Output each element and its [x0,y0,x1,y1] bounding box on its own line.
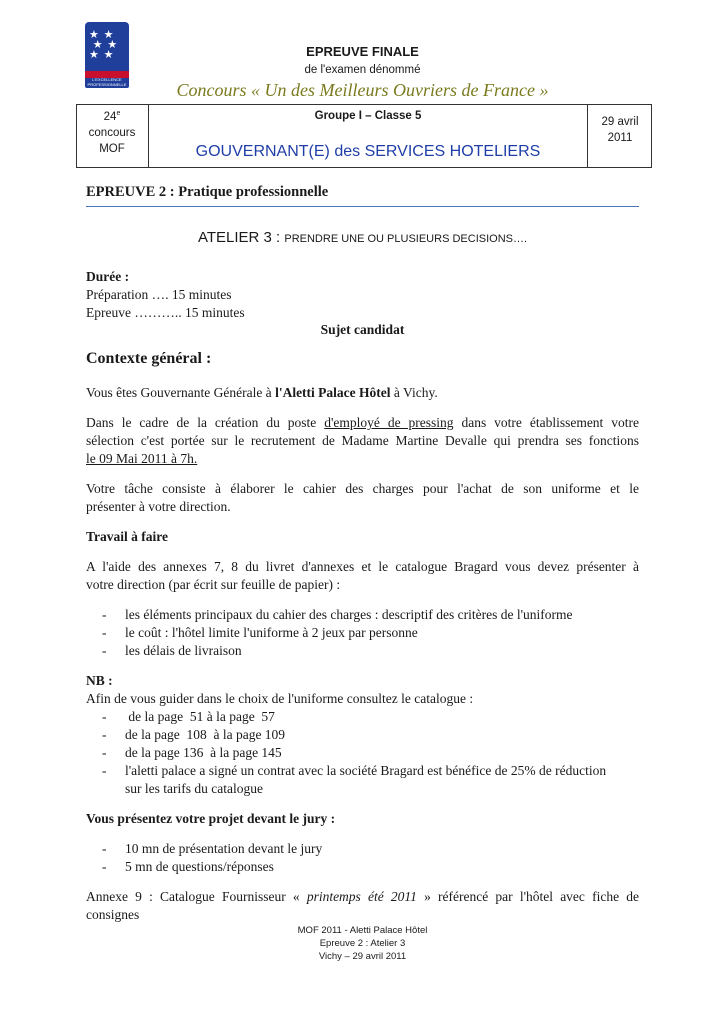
bullet-dash: - [102,709,107,724]
contexte-p3-l1: Votre tâche consiste à élaborer le cahier des charges pour l'achat de son uniforme et le [86,481,639,496]
contexte-p2-l2: sélection c'est portée sur le recrutement de Madame Martine Devalle qui prendra ses fonctions [86,433,639,448]
group-label: Groupe I – Classe 5 [314,110,422,122]
hotel-name: l'Aletti Palace Hôtel [275,385,391,400]
nb-item-continuation: sur les tarifs du catalogue [125,781,263,796]
bullet-dash: - [102,727,107,742]
date-line1: 29 avril [601,116,639,128]
epreuve-time: Epreuve ……….. 15 minutes [86,305,245,320]
jury-item: 10 mn de présentation devant le jury [125,841,323,856]
travail-item: les délais de livraison [125,643,242,658]
travail-item: le coût : l'hôtel limite l'uniforme à 2 jeux par personne [125,625,418,640]
sujet-candidat: Sujet candidat [320,322,405,337]
date-line2: 2011 [607,132,633,144]
logo-text: L'EXCELLENCE PROFESSIONNELLE [87,77,127,87]
contexte-p2-l3 [86,450,639,468]
nb-item: de la page 51 à la page 57 [125,709,275,724]
edition-cell [76,106,148,157]
prep-time: Préparation …. 15 minutes [86,287,232,302]
atelier-heading [0,229,725,246]
bullet-dash: - [102,625,107,640]
nb-item: de la page 108 à la page 109 [125,727,286,742]
nb-label: NB : [86,673,113,688]
contexte-p2-l1 [86,414,639,432]
bullet-dash: - [102,841,107,856]
bullet-dash: - [102,607,107,622]
job-title: GOUVERNANT(E) des SERVICES HOTELIERS [195,143,541,160]
edition-line3: MOF [99,142,125,155]
travail-heading: Travail à faire [86,529,168,544]
bullet-dash: - [102,859,107,874]
edition-sup: e [116,110,121,117]
annexe-text-b: » référencé par l'hôtel avec fiche de [416,889,640,904]
footer-line1: MOF 2011 - Aletti Palace Hôtel [297,925,428,936]
start-date: le 09 Mai 2011 à 7h. [86,451,198,466]
footer-line3: Vichy – 29 avril 2011 [318,951,407,962]
atelier-number: ATELIER 3 : [197,229,285,246]
jury-heading: Vous présentez votre projet devant le jury : [86,811,336,826]
bullet-dash: - [102,763,107,778]
atelier-topic: PRENDRE UNE OU PLUSIEURS DECISIONS…. [284,233,528,245]
p2-text-a: Dans le cadre de la création du poste [86,415,325,430]
exam-subtitle: de l'examen dénommé [304,64,421,76]
nb-item: de la page 136 à la page 145 [125,745,282,760]
annexe-l2: consignes [86,907,140,922]
bullet-dash: - [102,643,107,658]
catalogue-name: printemps été 2011 [306,889,417,904]
edition-line2: concours [88,126,136,139]
p2-text-b: dans votre établissement votre [453,415,639,430]
jury-item: 5 mn de questions/réponses [125,859,274,874]
job-position: d'employé de pressing [324,415,454,430]
bullet-dash: - [102,745,107,760]
nb-intro: Afin de vous guider dans le choix de l'uniforme consultez le catalogue : [86,691,474,706]
annexe-l1 [86,888,639,906]
epreuve-heading: EPREUVE 2 : Pratique professionnelle [86,184,329,200]
travail-intro-l1: A l'aide des annexes 7, 8 du livret d'annexes et le catalogue Bragard vous devez présenter à [86,559,639,574]
heading-rule [86,206,639,207]
p1-text-a: Vous êtes Gouvernante Générale à [86,385,276,400]
page-title: EPREUVE FINALE [306,44,419,59]
contexte-p3-l2: présenter à votre direction. [86,499,231,514]
contexte-p1 [86,384,639,402]
edition-number: 24 [103,110,117,123]
nb-item: l'aletti palace a signé un contrat avec la société Bragard est bénéfice de 25% de réduction [125,763,607,778]
travail-item: les éléments principaux du cahier des charges : descriptif des critères de l'uniforme [125,607,573,622]
date-cell [588,114,652,146]
stars-icon: ★ ★ ★ ★ ★ ★ [89,29,119,61]
contexte-heading: Contexte général : [86,350,212,367]
duree-label: Durée : [86,269,130,284]
footer-line2: Epreuve 2 : Atelier 3 [319,938,406,949]
annexe-text-a: Annexe 9 : Catalogue Fournisseur « [86,889,307,904]
contest-title: Concours « Un des Meilleurs Ouvriers de France » [176,80,549,100]
travail-intro-l2: votre direction (par écrit sur feuille de papier) : [86,577,341,592]
p1-text-c: à Vichy. [390,385,438,400]
page-footer [0,924,725,963]
